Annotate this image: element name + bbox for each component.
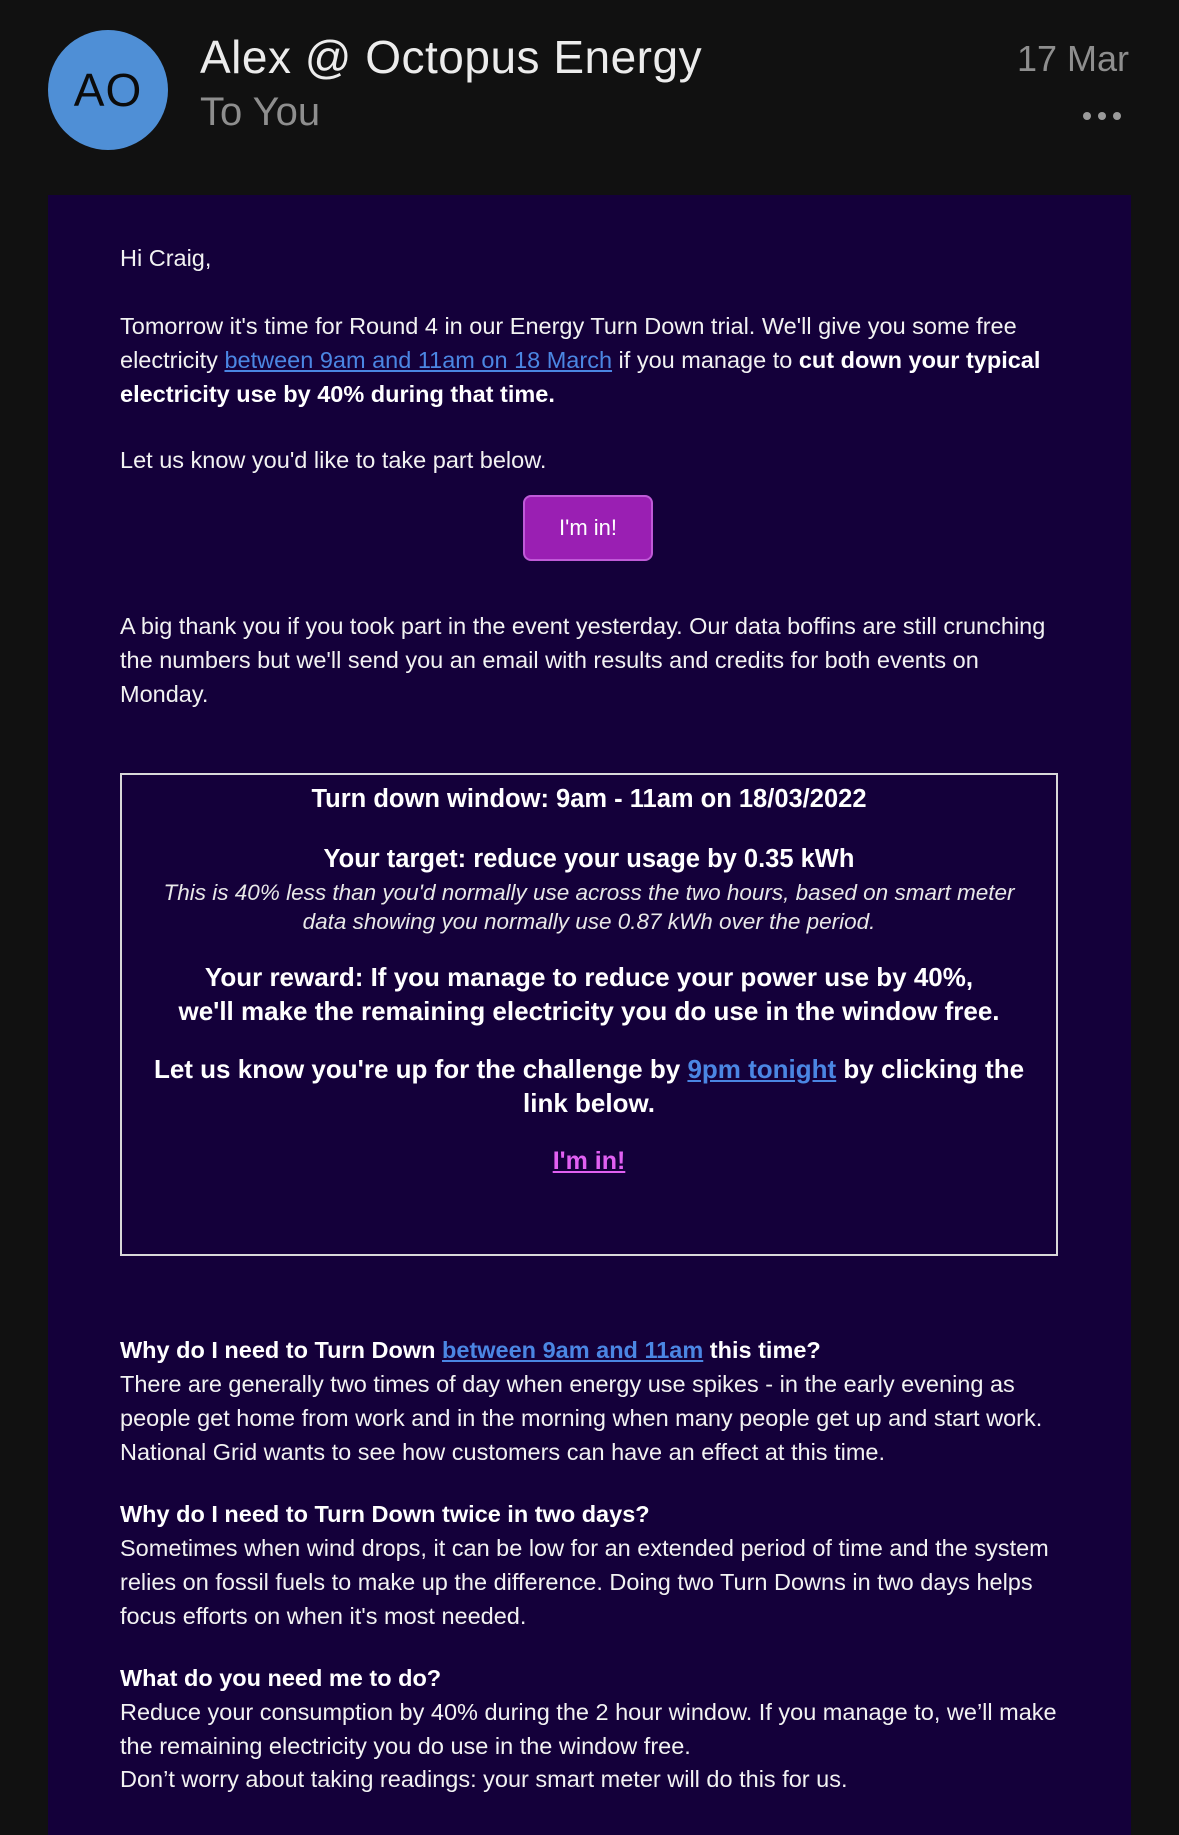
more-horizontal-icon[interactable] [1083,112,1121,120]
more-dot [1113,112,1121,120]
im-in-link[interactable]: I'm in! [552,1147,626,1175]
reward-line-1: Your reward: If you manage to reduce your power use by 40%, [204,962,974,992]
time-window-link[interactable]: between 9am and 11am on 18 March [224,347,613,373]
faq-answer: Sometimes when wind drops, it can be low for an extended period of time and the system relies on fossil fuels to make up the difference. Doing two Turn Downs in two days helps focus efforts on when it's most needed. [120,1535,1049,1629]
target-heading: Your target: reduce your usage by 0.35 kWh [323,845,855,873]
turn-down-panel [120,773,1058,1256]
intro-text: Tomorrow it's time for Round 4 in our Energy Turn Down trial. We'll give you some free electricity [120,313,1017,373]
email-body [48,195,1131,1835]
target-note-1: This is 40% less than you'd normally use across the two hours, based on smart meter [163,880,1015,905]
challenge-line-2: link below. [523,1088,655,1118]
faq-item [120,1661,1060,1763]
greeting: Hi Craig, [120,245,212,271]
more-dot [1098,112,1106,120]
faq-question: Why do I need to Turn Down twice in two days? [120,1501,650,1527]
email-header [0,0,1179,190]
intro-text-2: if you manage to [612,347,799,373]
sender-name[interactable]: Alex @ Octopus Energy [200,31,703,83]
challenge-text-2: by clicking the [836,1054,1025,1084]
faq-item [120,1333,1060,1469]
recipient-label: To You [200,90,321,134]
im-in-button[interactable]: I'm in! [523,495,653,561]
reward-line-2: we'll make the remaining electricity you do use in the window free. [178,996,1000,1026]
faq-question: Why do I need to Turn Down between 9am and 11am this time? [120,1337,821,1363]
panel-cta-row [122,1147,1056,1176]
intro-paragraph [120,309,1060,411]
faq-question: What do you need me to do? [120,1665,442,1691]
intro-bold: cut down your typical electricity use by 40% during that time. [120,347,1041,407]
readings-note: Don’t worry about taking readings: your smart meter will do this for us. [120,1766,848,1792]
more-dot [1083,112,1091,120]
target-note-2: data showing you normally use 0.87 kWh over the period. [302,909,876,934]
faq-answer: There are generally two times of day when energy use spikes - in the early evening as people get home from work and in the morning when many people get up and start work. National Grid wants to see how customers can have an effect at this time. [120,1371,1043,1465]
faq-time-link[interactable]: between 9am and 11am [442,1337,704,1363]
faq-item [120,1497,1060,1633]
thanks-paragraph: A big thank you if you took part in the event yesterday. Our data boffins are still crunching the numbers but we'll send you an email with results and credits for both events on Monday. [120,613,1046,707]
challenge-text: Let us know you're up for the challenge by [153,1054,688,1084]
deadline-link[interactable]: 9pm tonight [687,1054,837,1084]
email-date: 17 Mar [1016,38,1129,79]
take-part-text: Let us know you'd like to take part below. [120,447,547,473]
window-heading: Turn down window: 9am - 11am on 18/03/2022 [311,785,867,813]
faq-answer: Reduce your consumption by 40% during the 2 hour window. If you manage to, we’ll make the remaining electricity you do use in the window free. [120,1699,1057,1759]
avatar[interactable]: AO [48,30,168,150]
